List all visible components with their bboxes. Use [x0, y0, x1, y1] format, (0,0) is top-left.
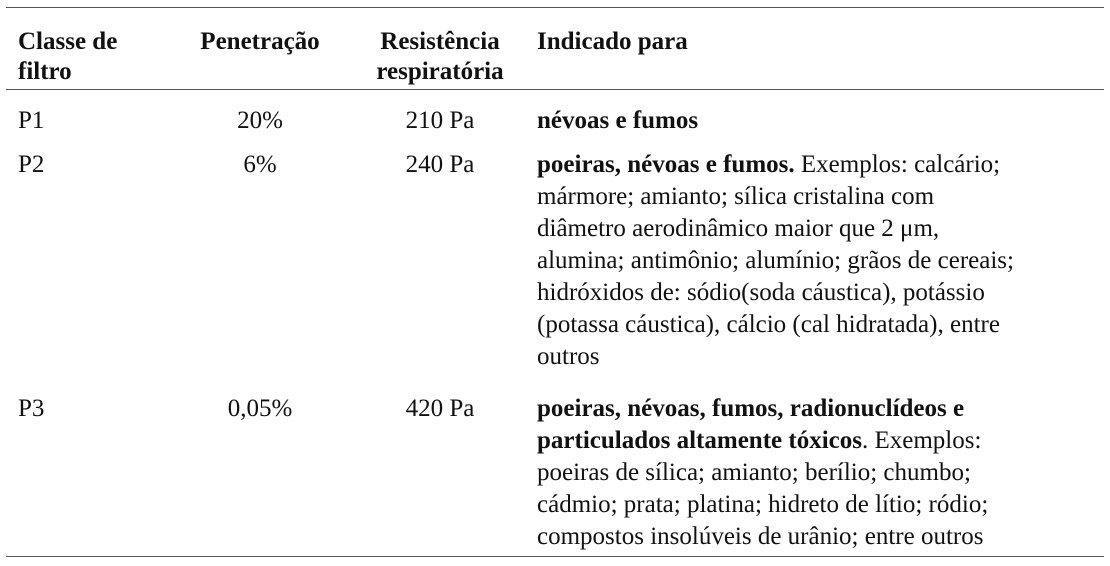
indicated-line — [537, 425, 1102, 457]
table-bottom-rule — [6, 556, 1104, 557]
row-indicated-bold: névoas e fumos — [537, 107, 699, 134]
row-penetration: 6% — [243, 151, 277, 178]
row-indicated-for — [537, 149, 1102, 373]
row-indicated-bold: particulados altamente tóxicos — [537, 427, 862, 454]
row-penetration: 0,05% — [227, 395, 293, 422]
header-resistance-line2: respiratória — [376, 58, 504, 85]
row-class: P1 — [18, 107, 45, 134]
row-indicated-for — [537, 393, 1102, 553]
indicated-line: alumina; antimônio; alumínio; grãos de cereais; — [537, 247, 1014, 274]
header-filter-class — [18, 27, 117, 87]
table-top-rule — [6, 7, 1104, 8]
row-resistance: 210 Pa — [405, 107, 475, 134]
indicated-text: . Exemplos: — [861, 427, 982, 454]
row-indicated-bold: poeiras, névoas, fumos, radionuclídeos e — [537, 395, 965, 422]
indicated-line: outros — [537, 343, 600, 370]
indicated-line: hidróxidos de: sódio(soda cáustica), potássio — [537, 279, 985, 306]
table-header-rule — [6, 89, 1104, 90]
indicated-line — [537, 149, 1102, 181]
header-penetration: Penetração — [200, 28, 320, 55]
row-penetration: 20% — [237, 107, 283, 134]
row-indicated-bold: poeiras, névoas e fumos. — [537, 151, 795, 178]
indicated-text: Exemplos: calcário; — [794, 151, 1001, 178]
header-resistance — [362, 27, 518, 87]
row-indicated-for — [537, 105, 1102, 137]
row-class: P3 — [18, 395, 45, 422]
header-filter-class-line2: filtro — [18, 58, 72, 85]
indicated-line: poeiras de sílica; amianto; berílio; chumbo; — [537, 459, 971, 486]
indicated-line: compostos insolúveis de urânio; entre outros — [537, 523, 984, 550]
indicated-line: cádmio; prata; platina; hidreto de lítio; ródio; — [537, 491, 989, 518]
header-filter-class-line1: Classe de — [18, 28, 118, 55]
indicated-line — [537, 393, 1102, 425]
header-indicated-for: Indicado para — [537, 28, 688, 55]
indicated-line: (potassa cáustica), cálcio (cal hidratada), entre — [537, 311, 1000, 338]
row-class: P2 — [18, 151, 45, 178]
header-resistance-line1: Resistência — [380, 28, 500, 55]
indicated-line: diâmetro aerodinâmico maior que 2 μm, — [537, 215, 940, 242]
row-resistance: 240 Pa — [405, 151, 475, 178]
indicated-line: mármore; amianto; sílica cristalina com — [537, 183, 935, 210]
row-resistance: 420 Pa — [405, 395, 475, 422]
